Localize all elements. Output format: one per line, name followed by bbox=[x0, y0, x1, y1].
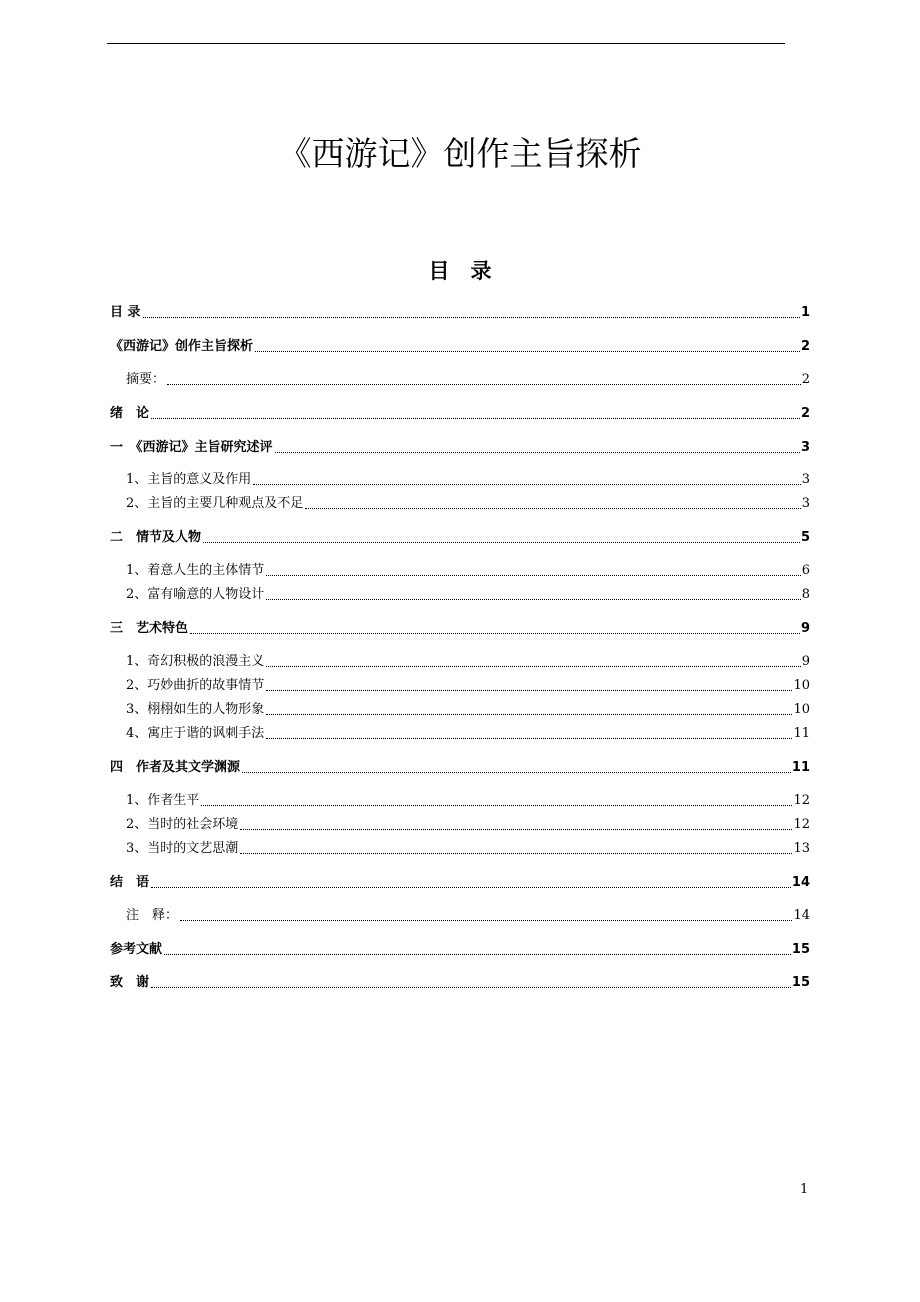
toc-entry-label: 1、作者生平 bbox=[126, 793, 200, 808]
toc-dot-leader bbox=[151, 418, 800, 419]
header-rule bbox=[107, 43, 785, 44]
toc-entry[interactable] bbox=[110, 677, 810, 695]
toc-dot-leader bbox=[143, 317, 800, 318]
page-number: 1 bbox=[800, 1182, 809, 1197]
toc-dot-leader bbox=[167, 384, 801, 385]
toc-dot-leader bbox=[151, 987, 791, 988]
toc-entry-label: 1、主旨的意义及作用 bbox=[126, 472, 252, 487]
toc-entry[interactable] bbox=[110, 792, 810, 810]
toc-entry-page: 9 bbox=[801, 654, 810, 669]
toc-entry-label: 《西游记》创作主旨探析 bbox=[110, 339, 254, 354]
toc-dot-leader bbox=[305, 508, 800, 509]
toc-entry-page: 13 bbox=[793, 841, 810, 856]
toc-dot-leader bbox=[240, 853, 792, 854]
toc-entry-label: 1、着意人生的主体情节 bbox=[126, 563, 265, 578]
toc-entry-label: 三 艺术特色 bbox=[110, 621, 189, 636]
toc-dot-leader bbox=[180, 920, 792, 921]
toc-dot-leader bbox=[266, 575, 800, 576]
toc-dot-leader bbox=[242, 772, 791, 773]
toc-dot-leader bbox=[164, 954, 791, 955]
toc-entry-page: 5 bbox=[800, 530, 810, 545]
toc-entry[interactable] bbox=[110, 816, 810, 834]
toc-entry-page: 8 bbox=[801, 587, 810, 602]
toc-entry-page: 11 bbox=[791, 760, 810, 775]
toc-entry-label: 2、巧妙曲折的故事情节 bbox=[126, 678, 265, 693]
toc-entry-page: 15 bbox=[791, 942, 810, 957]
toc-entry-page: 11 bbox=[793, 726, 810, 741]
toc-entry-label: 四 作者及其文学渊源 bbox=[110, 760, 241, 775]
toc-entry-label: 二 情节及人物 bbox=[110, 530, 202, 545]
toc-entry-page: 12 bbox=[793, 793, 810, 808]
toc-dot-leader bbox=[201, 805, 792, 806]
toc-entry-page: 2 bbox=[800, 339, 810, 354]
toc-entry[interactable] bbox=[110, 304, 810, 322]
toc-entry-label: 致 谢 bbox=[110, 975, 150, 990]
toc-entry-page: 3 bbox=[801, 496, 810, 511]
toc-dot-leader bbox=[266, 666, 800, 667]
toc-entry[interactable] bbox=[110, 586, 810, 604]
toc-dot-leader bbox=[275, 452, 800, 453]
toc-entry-label: 结 语 bbox=[110, 875, 150, 890]
toc-dot-leader bbox=[240, 829, 792, 830]
toc-dot-leader bbox=[151, 887, 791, 888]
toc-heading: 目 录 bbox=[428, 259, 492, 283]
toc-entry-label: 注 释： bbox=[126, 908, 179, 923]
toc-entry-label: 绪 论 bbox=[110, 406, 150, 421]
toc-dot-leader bbox=[253, 484, 800, 485]
toc-entry-page: 3 bbox=[800, 440, 810, 455]
toc-entry[interactable] bbox=[110, 495, 810, 513]
toc-entry[interactable] bbox=[110, 907, 810, 925]
toc-dot-leader bbox=[190, 633, 800, 634]
toc-entry-label: 2、富有喻意的人物设计 bbox=[126, 587, 265, 602]
toc-entry[interactable] bbox=[110, 759, 810, 777]
toc-entry-label: 目 录 bbox=[110, 305, 141, 320]
toc-entry[interactable] bbox=[110, 371, 810, 389]
toc-entry-label: 一 《西游记》主旨研究述评 bbox=[110, 440, 273, 455]
toc-entry-page: 6 bbox=[801, 563, 810, 578]
toc-entry-label: 摘要： bbox=[126, 372, 166, 387]
toc-entry-page: 12 bbox=[793, 817, 810, 832]
toc-entry-label: 2、当时的社会环境 bbox=[126, 817, 239, 832]
toc-entry-page: 1 bbox=[800, 305, 810, 320]
toc-entry-label: 参考文献 bbox=[110, 942, 163, 957]
toc-entry[interactable] bbox=[110, 653, 810, 671]
toc-entry-page: 15 bbox=[791, 975, 810, 990]
toc-entry[interactable] bbox=[110, 405, 810, 423]
toc-entry-page: 14 bbox=[793, 908, 810, 923]
toc-dot-leader bbox=[255, 351, 800, 352]
toc-entry[interactable] bbox=[110, 529, 810, 547]
toc-entry-page: 14 bbox=[791, 875, 810, 890]
toc-entry[interactable] bbox=[110, 941, 810, 959]
toc-entry[interactable] bbox=[110, 471, 810, 489]
toc-entry-label: 3、栩栩如生的人物形象 bbox=[126, 702, 265, 717]
toc-entry-label: 1、奇幻积极的浪漫主义 bbox=[126, 654, 265, 669]
toc-entry[interactable] bbox=[110, 439, 810, 457]
toc-entry[interactable] bbox=[110, 620, 810, 638]
toc-entry[interactable] bbox=[110, 725, 810, 743]
toc-dot-leader bbox=[266, 690, 792, 691]
toc-entry-page: 10 bbox=[793, 678, 810, 693]
toc-entry-label: 4、寓庄于谐的讽刺手法 bbox=[126, 726, 265, 741]
toc-dot-leader bbox=[266, 714, 792, 715]
toc-entry-label: 2、主旨的主要几种观点及不足 bbox=[126, 496, 304, 511]
toc-entry-label: 3、当时的文艺思潮 bbox=[126, 841, 239, 856]
toc-dot-leader bbox=[266, 599, 800, 600]
toc-entry-page: 10 bbox=[793, 702, 810, 717]
toc-entry-page: 2 bbox=[801, 372, 810, 387]
toc-entry[interactable] bbox=[110, 874, 810, 892]
toc-entry[interactable] bbox=[110, 840, 810, 858]
toc-entry[interactable] bbox=[110, 974, 810, 992]
toc-entry[interactable] bbox=[110, 562, 810, 580]
toc-entry-page: 2 bbox=[800, 406, 810, 421]
toc-dot-leader bbox=[266, 738, 792, 739]
toc-entry[interactable] bbox=[110, 338, 810, 356]
toc-entry-page: 9 bbox=[800, 621, 810, 636]
document-title: 《西游记》创作主旨探析 bbox=[278, 134, 642, 173]
toc-dot-leader bbox=[203, 542, 800, 543]
toc-entry[interactable] bbox=[110, 701, 810, 719]
toc-entry-page: 3 bbox=[801, 472, 810, 487]
